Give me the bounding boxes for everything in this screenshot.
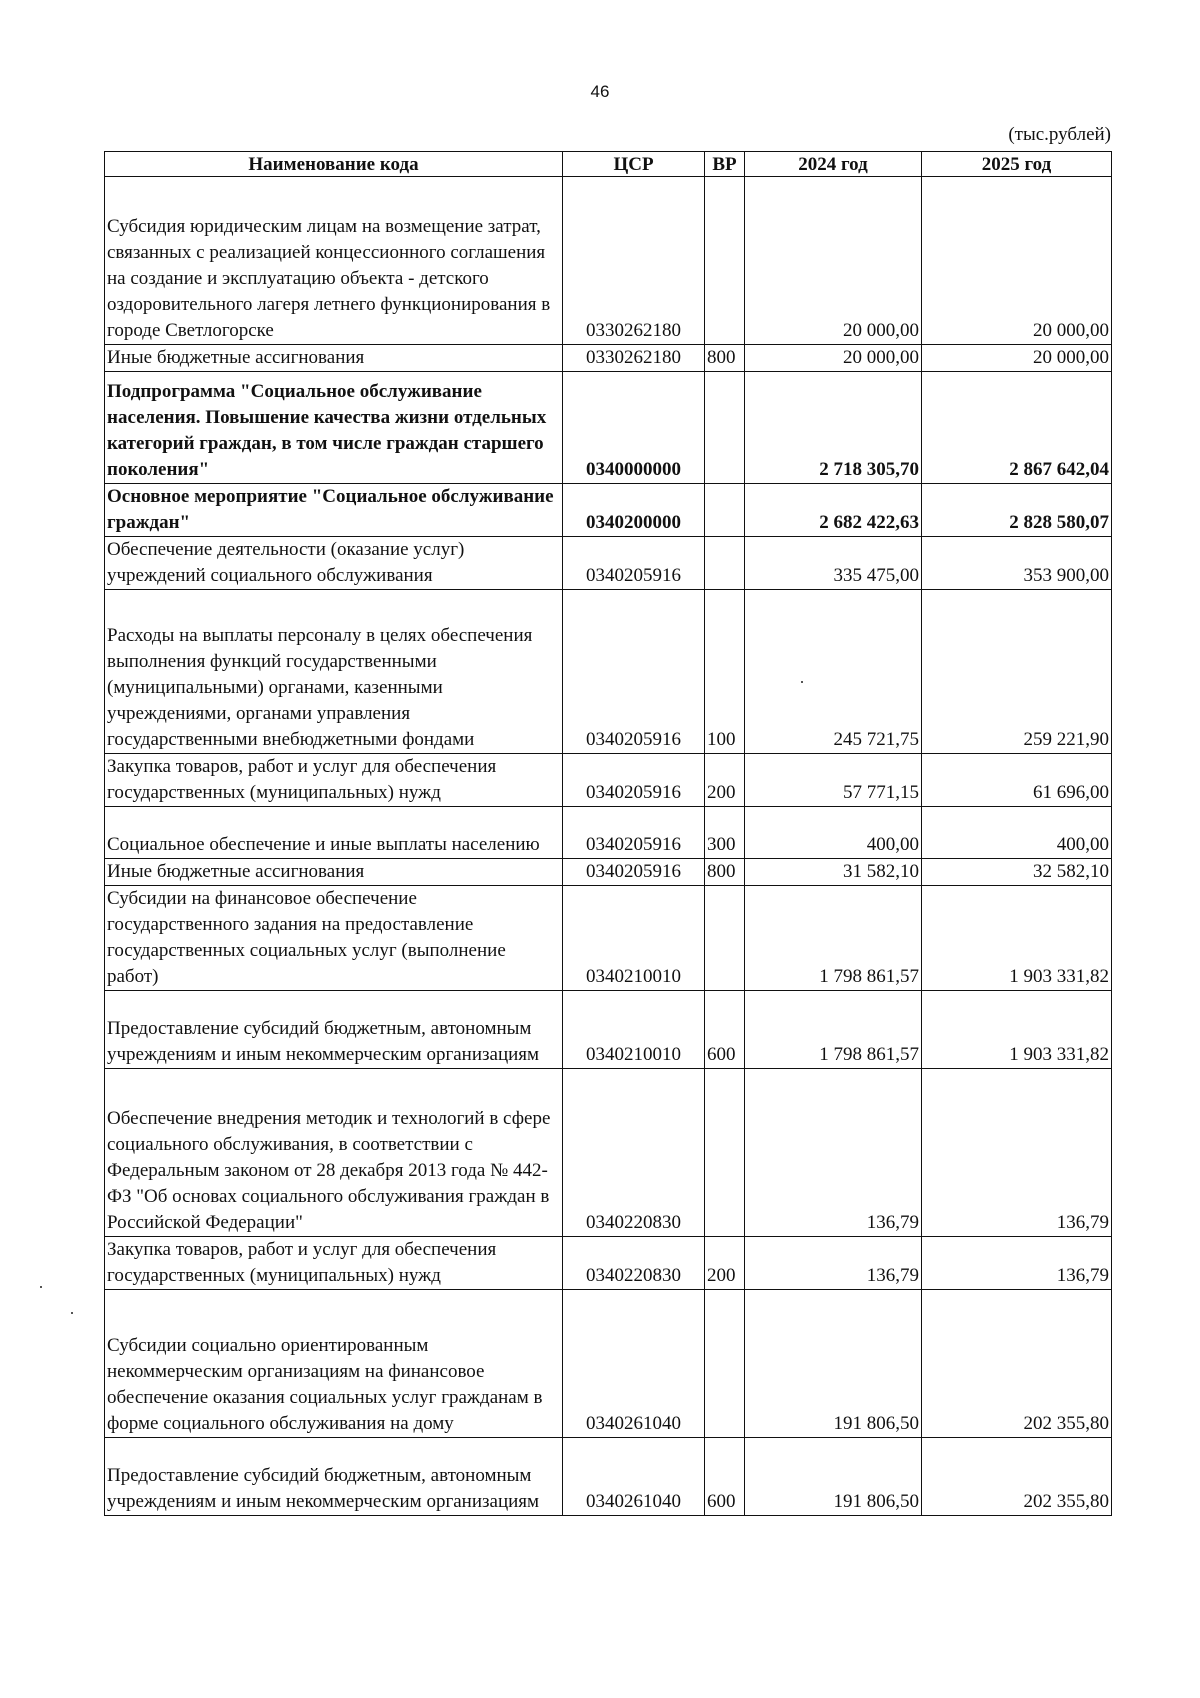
cell-name: Обеспечение деятельности (оказание услуг) учреждений социального обслуживания bbox=[105, 537, 563, 590]
cell-2025: 2 867 642,04 bbox=[922, 372, 1112, 484]
cell-name: Подпрограмма "Социальное обслуживание населения. Повышение качества жизни отдельных категорий граждан, в том числе граждан старшего поколения" bbox=[105, 372, 563, 484]
cell-vr bbox=[705, 177, 745, 345]
cell-2024: 335 475,00 bbox=[745, 537, 922, 590]
table-row bbox=[105, 1438, 1112, 1516]
table-row bbox=[105, 991, 1112, 1069]
cell-name: Закупка товаров, работ и услуг для обеспечения государственных (муниципальных) нужд bbox=[105, 1237, 563, 1290]
budget-table bbox=[104, 151, 1112, 1516]
cell-vr: 800 bbox=[705, 345, 745, 372]
cell-2025: 61 696,00 bbox=[922, 754, 1112, 807]
table-row bbox=[105, 372, 1112, 484]
cell-2024: 2 682 422,63 bbox=[745, 484, 922, 537]
cell-2024: 191 806,50 bbox=[745, 1438, 922, 1516]
cell-2025: 136,79 bbox=[922, 1237, 1112, 1290]
cell-csr: 0340000000 bbox=[563, 372, 705, 484]
cell-2024: 1 798 861,57 bbox=[745, 886, 922, 991]
cell-csr: 0340205916 bbox=[563, 537, 705, 590]
header-csr: ЦСР bbox=[563, 152, 705, 177]
cell-2024: 1 798 861,57 bbox=[745, 991, 922, 1069]
cell-csr: 0340210010 bbox=[563, 886, 705, 991]
cell-csr: 0340220830 bbox=[563, 1069, 705, 1237]
cell-2025: 1 903 331,82 bbox=[922, 886, 1112, 991]
cell-vr bbox=[705, 886, 745, 991]
cell-2024: 136,79 bbox=[745, 1069, 922, 1237]
page-number: 46 bbox=[590, 82, 610, 101]
cell-2025: 1 903 331,82 bbox=[922, 991, 1112, 1069]
cell-2025: 2 828 580,07 bbox=[922, 484, 1112, 537]
cell-2025: 202 355,80 bbox=[922, 1290, 1112, 1438]
table-row bbox=[105, 859, 1112, 886]
cell-name: Социальное обеспечение и иные выплаты населению bbox=[105, 807, 563, 859]
table-row bbox=[105, 886, 1112, 991]
header-2025: 2025 год bbox=[922, 152, 1112, 177]
cell-2025: 20 000,00 bbox=[922, 177, 1112, 345]
units-label: (тыс.рублей) bbox=[1008, 124, 1111, 145]
scan-speck bbox=[40, 1286, 42, 1288]
cell-2025: 202 355,80 bbox=[922, 1438, 1112, 1516]
cell-vr: 200 bbox=[705, 1237, 745, 1290]
cell-vr bbox=[705, 372, 745, 484]
cell-csr: 0340261040 bbox=[563, 1438, 705, 1516]
cell-2025: 259 221,90 bbox=[922, 590, 1112, 754]
cell-2025: 353 900,00 bbox=[922, 537, 1112, 590]
cell-vr: 600 bbox=[705, 1438, 745, 1516]
cell-csr: 0340205916 bbox=[563, 754, 705, 807]
cell-name: Иные бюджетные ассигнования bbox=[105, 345, 563, 372]
cell-2024: 245 721,75 bbox=[745, 590, 922, 754]
cell-name: Иные бюджетные ассигнования bbox=[105, 859, 563, 886]
header-vr: ВР bbox=[705, 152, 745, 177]
scan-speck bbox=[71, 1312, 73, 1314]
cell-2024: 136,79 bbox=[745, 1237, 922, 1290]
cell-name: Субсидии на финансовое обеспечение государственного задания на предоставление государственных социальных услуг (выполнение работ) bbox=[105, 886, 563, 991]
cell-name: Обеспечение внедрения методик и технологий в сфере социального обслуживания, в соответствии с Федеральным законом от 28 декабря 2013 года № 442-ФЗ "Об основах социального обслуживания граждан в Российской Федерации" bbox=[105, 1069, 563, 1237]
cell-name: Расходы на выплаты персоналу в целях обеспечения выполнения функций государственными (муниципальными) органами, казенными учреждениями, органами управления государственными внебюджетными фондами bbox=[105, 590, 563, 754]
cell-vr: 300 bbox=[705, 807, 745, 859]
cell-2024: 20 000,00 bbox=[745, 177, 922, 345]
table-row bbox=[105, 1290, 1112, 1438]
cell-csr: 0340205916 bbox=[563, 590, 705, 754]
table-row bbox=[105, 807, 1112, 859]
cell-csr: 0330262180 bbox=[563, 177, 705, 345]
cell-csr: 0340205916 bbox=[563, 859, 705, 886]
cell-2025: 400,00 bbox=[922, 807, 1112, 859]
cell-vr bbox=[705, 537, 745, 590]
table-row bbox=[105, 1237, 1112, 1290]
cell-name: Закупка товаров, работ и услуг для обеспечения государственных (муниципальных) нужд bbox=[105, 754, 563, 807]
cell-vr: 200 bbox=[705, 754, 745, 807]
table-row bbox=[105, 754, 1112, 807]
table-row bbox=[105, 590, 1112, 754]
cell-name: Субсидии социально ориентированным некоммерческим организациям на финансовое обеспечение оказания социальных услуг гражданам в форме социального обслуживания на дому bbox=[105, 1290, 563, 1438]
cell-vr bbox=[705, 484, 745, 537]
cell-vr: 100 bbox=[705, 590, 745, 754]
cell-vr: 800 bbox=[705, 859, 745, 886]
cell-csr: 0340261040 bbox=[563, 1290, 705, 1438]
cell-vr: 600 bbox=[705, 991, 745, 1069]
cell-csr: 0330262180 bbox=[563, 345, 705, 372]
cell-name: Основное мероприятие "Социальное обслуживание граждан" bbox=[105, 484, 563, 537]
cell-2025: 20 000,00 bbox=[922, 345, 1112, 372]
table-row bbox=[105, 484, 1112, 537]
cell-2024: 31 582,10 bbox=[745, 859, 922, 886]
cell-csr: 0340200000 bbox=[563, 484, 705, 537]
cell-2025: 32 582,10 bbox=[922, 859, 1112, 886]
scan-speck bbox=[801, 681, 803, 683]
cell-csr: 0340205916 bbox=[563, 807, 705, 859]
cell-2024: 400,00 bbox=[745, 807, 922, 859]
cell-2024: 191 806,50 bbox=[745, 1290, 922, 1438]
cell-csr: 0340210010 bbox=[563, 991, 705, 1069]
cell-name: Субсидия юридическим лицам на возмещение затрат, связанных с реализацией концессионного соглашения на создание и эксплуатацию объекта - детского оздоровительного лагеря летнего функционирования в городе Светлогорске bbox=[105, 177, 563, 345]
cell-name: Предоставление субсидий бюджетным, автономным учреждениям и иным некоммерческим организациям bbox=[105, 1438, 563, 1516]
cell-vr bbox=[705, 1069, 745, 1237]
cell-2024: 20 000,00 bbox=[745, 345, 922, 372]
table-row bbox=[105, 177, 1112, 345]
table-body bbox=[105, 177, 1112, 1516]
cell-2024: 2 718 305,70 bbox=[745, 372, 922, 484]
cell-name: Предоставление субсидий бюджетным, автономным учреждениям и иным некоммерческим организациям bbox=[105, 991, 563, 1069]
table-row bbox=[105, 345, 1112, 372]
cell-csr: 0340220830 bbox=[563, 1237, 705, 1290]
header-2024: 2024 год bbox=[745, 152, 922, 177]
cell-2024: 57 771,15 bbox=[745, 754, 922, 807]
header-name: Наименование кода bbox=[105, 152, 563, 177]
table-header-row bbox=[105, 152, 1112, 177]
table-row bbox=[105, 1069, 1112, 1237]
cell-vr bbox=[705, 1290, 745, 1438]
cell-2025: 136,79 bbox=[922, 1069, 1112, 1237]
table-row bbox=[105, 537, 1112, 590]
